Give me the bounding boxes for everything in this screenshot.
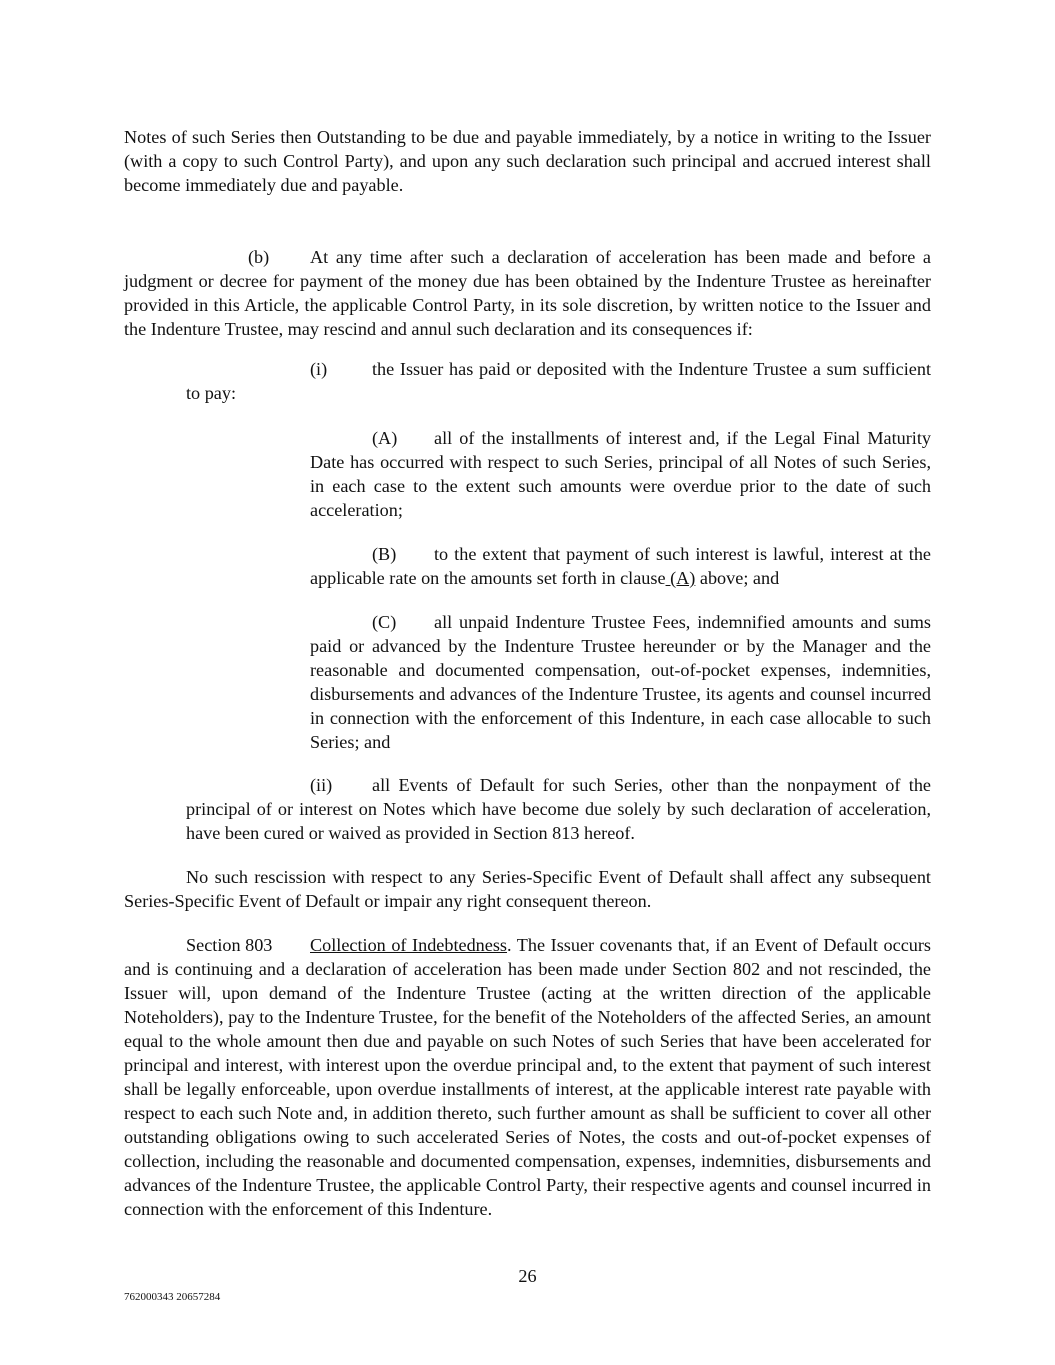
clause-label: (i) xyxy=(310,359,328,379)
paragraph-text: At any time after such a declaration of acceleration has been made and before a judgment or decree for payment of the money due has been obtained by the Indenture Trustee as hereinafter provided in this Article, the applicable Control Party, in its sole discretion, by written notice to the Issuer and the Indenture Trustee, may rescind and annul such declaration and its consequences if: xyxy=(124,247,931,339)
clause-label: (b) xyxy=(248,247,270,267)
paragraph-text: all unpaid Indenture Trustee Fees, indemnified amounts and sums paid or advanced by the Indenture Trustee hereunder or by the Manager and the reasonable and documented compensation, out-of-pocket expenses, indemnities, disbursements and advances of the Indenture Trustee, its agents and counsel incurred in connection with the enforcement of this Indenture, in each case allocable to such Series; and xyxy=(310,612,931,752)
page-number: 26 xyxy=(518,1266,537,1286)
paragraph-text: . The Issuer covenants that, if an Event of Default occurs and is continuing and a declaration of acceleration has been made under Section 802 and not rescinded, the Issuer will, upon demand of the Indenture Trustee (acting at the written direction of the applicable Noteholders), pay to the Indenture Trustee, for the benefit of the Noteholders of the affected Series, an amount equal to the whole amount then due and payable on such Notes of such Series that have been accelerated for principal and interest, with interest upon the overdue principal and, to the extent that payment of such interest shall be legally enforceable, upon overdue installments of interest, at the applicable interest rate payable with respect to each such Note and, in addition thereto, such further amount as shall be sufficient to cover all other outstanding obligations owing to such accelerated Series of Notes, the costs and out-of-pocket expenses of collection, including the reasonable and documented compensation, expenses, indemnities, disbursements and advances of the Indenture Trustee, the applicable Control Party, their respective agents and counsel incurred in connection with the enforcement of this Indenture. xyxy=(124,935,932,1219)
paragraph-text-tail: above; and xyxy=(695,568,780,588)
section-heading: Collection of Indebtedness xyxy=(310,935,508,955)
clause-label: (ii) xyxy=(310,775,333,795)
paragraph-b xyxy=(124,245,931,341)
paragraph-B xyxy=(310,542,931,590)
paragraph-text: to the extent that payment of such interest is lawful, interest at the applicable rate on the amounts set forth in clause xyxy=(310,544,931,588)
paragraph-i xyxy=(186,357,931,405)
document-id: 762000343 20657284 xyxy=(124,1291,221,1303)
paragraph-ii xyxy=(186,773,931,845)
clause-reference: (A) xyxy=(665,568,696,588)
paragraph-no-rescission xyxy=(124,865,931,913)
section-number: Section 803 xyxy=(186,935,273,955)
paragraph-C xyxy=(310,610,931,754)
paragraph-text: No such rescission with respect to any Series-Specific Event of Default shall affect any subsequent Series-Specific Event of Default or impair any right consequent thereon. xyxy=(124,867,931,911)
clause-label: (A) xyxy=(372,428,398,448)
paragraph-text: all of the installments of interest and, if the Legal Final Maturity Date has occurred with respect to such Series, principal of all Notes of such Series, in each case to the extent such amounts were overdue prior to the date of such acceleration; xyxy=(310,428,931,520)
clause-label: (B) xyxy=(372,544,397,564)
clause-label: (C) xyxy=(372,612,397,632)
paragraph-text: Notes of such Series then Outstanding to be due and payable immediately, by a notice in writing to the Issuer (with a copy to such Control Party), and upon any such declaration such principal and accrued interest shall become immediately due and payable. xyxy=(124,127,931,195)
paragraph-section-803 xyxy=(124,933,931,1221)
paragraph-continuation xyxy=(124,125,931,197)
paragraph-A xyxy=(310,426,931,522)
paragraph-text: all Events of Default for such Series, other than the nonpayment of the principal of or interest on Notes which have become due solely by such declaration of acceleration, have been cured or waived as provided in Section 813 hereof. xyxy=(186,775,931,843)
paragraph-text: the Issuer has paid or deposited with the Indenture Trustee a sum sufficient to pay: xyxy=(186,359,931,403)
